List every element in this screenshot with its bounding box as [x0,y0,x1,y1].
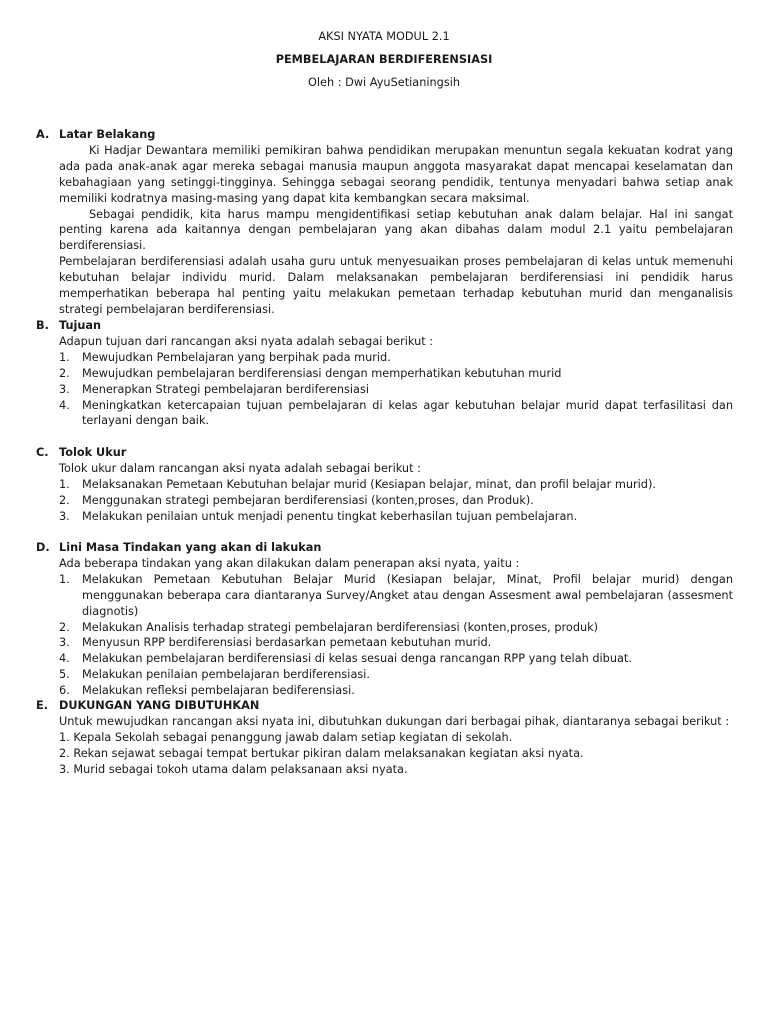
section-title: Latar Belakang [59,128,156,141]
section-intro: Adapun tujuan dari rancangan aksi nyata adalah sebagai berikut : [59,334,434,348]
list-text: Menerapkan Strategi pembelajaran berdiferensiasi [82,382,369,396]
document-title: AKSI NYATA MODUL 2.1 [318,30,450,43]
list-item [59,477,733,493]
support-line: 2. Rekan sejawat sebagai tempat bertukar pikiran dalam melaksanakan kegiatan aksi nyata. [59,746,584,760]
list-number: 2. [59,366,70,380]
numbered-list [36,477,733,525]
section-body [36,143,733,318]
section-intro: Untuk mewujudkan rancangan aksi nyata ini, dibutuhkan dukungan dari berbagai pihak, diantaranya sebagai berikut : [59,714,730,728]
list-number: 1. [59,477,70,491]
list-number: 4. [59,652,70,666]
list-text: Melaksanakan Pemetaan Kebutuhan belajar murid (Kesiapan belajar, minat, dan profil belajar murid). [82,477,656,491]
list-item [59,398,733,430]
support-line: 1. Kepala Sekolah sebagai penanggung jawab dalam setiap kegiatan di sekolah. [59,730,513,744]
list-number: 6. [59,684,70,698]
section-heading [36,318,733,334]
support-line: 3. Murid sebagai tokoh utama dalam pelaksanaan aksi nyata. [59,762,408,776]
paragraph: Pembelajaran berdiferensiasi adalah usaha guru untuk menyesuaikan proses pembelajaran di kelas untuk memenuhi kebutuhan belajar individu murid. Dalam melaksanakan pembelajaran berdiferensiasi ini pendidik harus memperhatikan beberapa hal penting yaitu melakukan pemetaan terhadap kebutuhan murid dan menganalisis strategi pembelajaran berdiferensiasi. [59,255,733,316]
section-letter: D. [36,541,50,554]
list-number: 4. [59,398,70,412]
document-subtitle: PEMBELAJARAN BERDIFERENSIASI [275,53,493,66]
section-letter: A. [36,128,50,141]
section-title: Tolok Ukur [59,446,127,459]
list-number: 2. [59,620,70,634]
section-intro: Tolok ukur dalam rancangan aksi nyata adalah sebagai berikut : [59,461,421,475]
section-heading [36,540,733,556]
list-text: Mewujudkan pembelajaran berdiferensiasi dengan memperhatikan kebutuhan murid [82,366,562,380]
numbered-list [36,572,733,699]
section-heading [36,698,733,714]
list-text: Melakukan Analisis terhadap strategi pembelajaran berdiferensiasi (konten,proses, produk) [82,620,599,634]
section-lini-masa [36,540,733,699]
section-letter: B. [36,319,49,332]
list-item [59,635,733,651]
section-title: DUKUNGAN YANG DIBUTUHKAN [59,699,260,712]
section-dukungan [36,698,733,778]
section-title: Tujuan [59,319,102,332]
section-title: Lini Masa Tindakan yang akan di lakukan [59,541,322,554]
paragraph: Sebagai pendidik, kita harus mampu mengidentifikasi setiap kebutuhan anak dalam belajar. Hal ini sangat penting karena ada kaitannya dengan pembelajaran yang akan dibahas dalam modul 2.1 yaitu pembelajaran berdiferensiasi. [59,207,733,253]
list-text: Menyusun RPP berdiferensiasi berdasarkan pemetaan kebutuhan murid. [82,636,492,650]
list-item [59,572,733,620]
list-number: 3. [59,382,70,396]
list-text: Melakukan penilaian untuk menjadi penentu tingkat keberhasilan tujuan pembelajaran. [82,509,578,523]
list-item [59,350,733,366]
list-item [59,667,733,683]
numbered-list [36,350,733,430]
section-heading [36,127,733,143]
section-intro: Ada beberapa tindakan yang akan dilakukan dalam penerapan aksi nyata, yaitu : [59,556,520,570]
list-text: Melakukan penilaian pembelajaran berdiferensiasi. [82,668,370,682]
section-tujuan [36,318,733,429]
list-item [59,620,733,636]
section-letter: E. [36,699,49,712]
list-number: 3. [59,636,70,650]
list-text: Melakukan pembelajaran berdiferensiasi di kelas sesuai denga rancangan RPP yang telah dibuat. [82,652,632,666]
list-item [59,509,733,525]
list-text: Melakukan refleksi pembelajaran bediferensiasi. [82,684,355,698]
document-author: Oleh : Dwi AyuSetianingsih [307,76,461,89]
section-tolok-ukur [36,445,733,525]
list-text: Meningkatkan ketercapaian tujuan pembelajaran di kelas agar kebutuhan belajar murid dapat terfasilitasi dan terlayani dengan baik. [82,398,733,428]
list-number: 5. [59,668,70,682]
list-text: Mewujudkan Pembelajaran yang berpihak pada murid. [82,350,391,364]
list-number: 1. [59,572,70,586]
list-number: 1. [59,350,70,364]
list-text: Melakukan Pemetaan Kebutuhan Belajar Murid (Kesiapan belajar, Minat, Profil belajar murid) dengan menggunakan beberapa cara diantaranya Survey/Angket atau dengan Assesment awal pembelajaran (assesment diagnotis) [82,572,733,618]
list-item [59,382,733,398]
paragraph: Ki Hadjar Dewantara memiliki pemikiran bahwa pendidikan merupakan menuntun segala kekuatan kodrat yang ada pada anak-anak agar mereka sebagai manusia maupun anggota masyarakat dapat mencapai keselamatan dan kebahagiaan yang setinggi-tingginya. Sehingga sebagai seorang pendidik, tentunya menyadari bahwa setiap anak memiliki kodratnya masing-masing yang dapat kita kembangkan secara maksimal. [59,143,733,205]
list-item [59,493,733,509]
list-item [59,683,733,699]
list-text: Menggunakan strategi pembejaran berdiferensiasi (konten,proses, dan Produk). [82,493,534,507]
list-item [59,651,733,667]
list-number: 3. [59,509,70,523]
list-number: 2. [59,493,70,507]
list-item [59,366,733,382]
section-letter: C. [36,446,49,459]
section-heading [36,445,733,461]
section-latar-belakang [36,127,733,318]
